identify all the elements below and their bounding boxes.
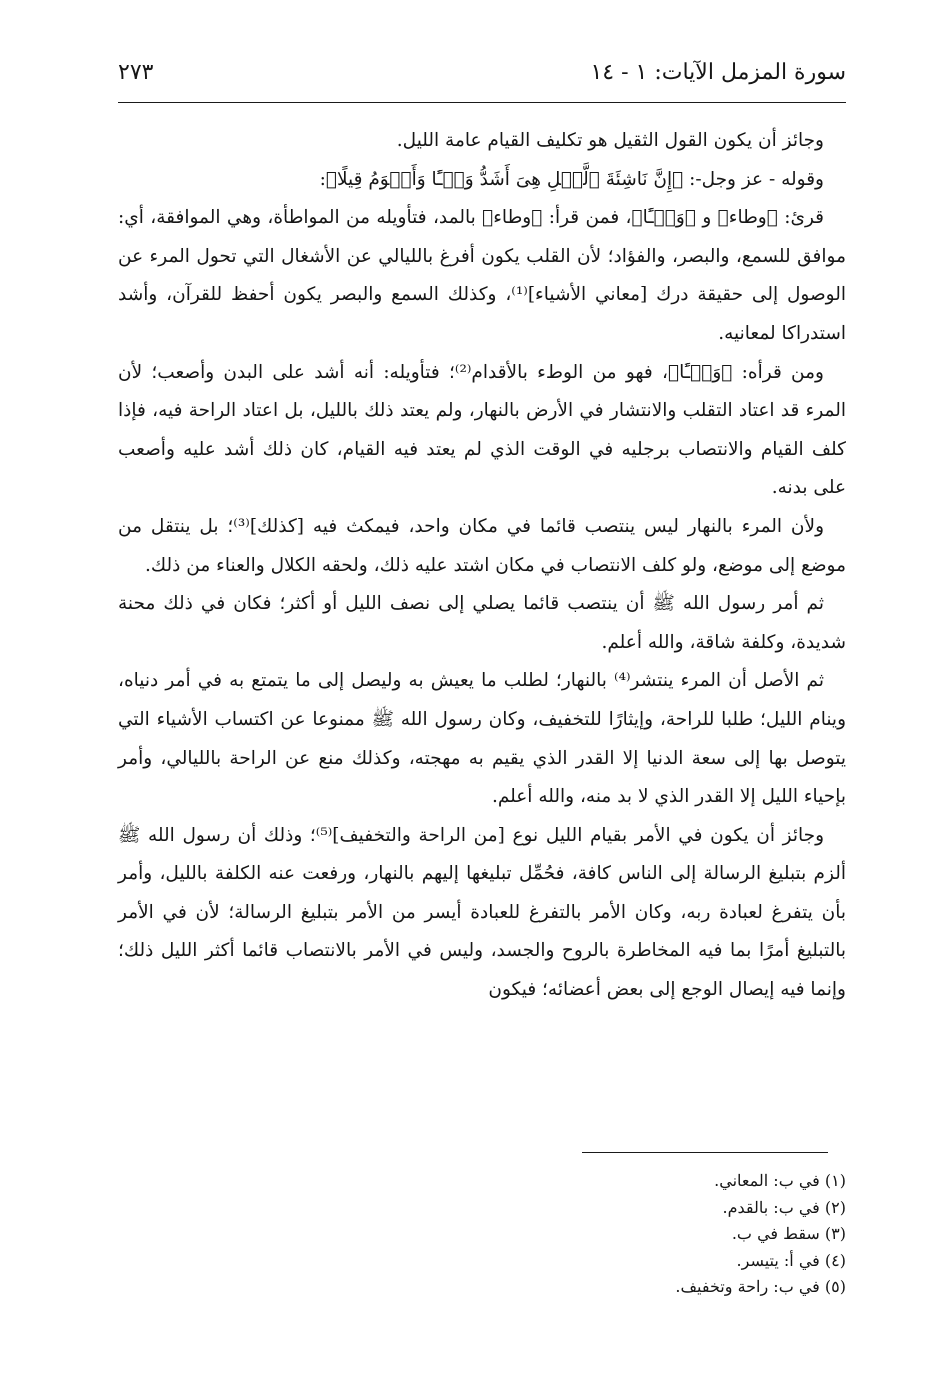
running-title: سورة المزمل الآيات: ١ - ١٤ [590,60,846,85]
running-header [118,58,846,98]
page-number: ٢٧٣ [118,60,154,85]
footnote-rule [582,1152,828,1153]
paragraph-4: ومن قرأه: ﴿وَطۡـًٔا﴾، فهو من الوطء بالأقدام⁽²⁾؛ فتأويله: أنه أشد على البدن وأصعب؛ لأن المرء قد اعتاد التقلب والانتشار في الأرض بالنهار، ولم يعتد ذلك بالليل، بل اعتاد الراحة فيه، فإذا كلف القيام والانتصاب برجليه في الوقت الذي لم يعتد فيه القيام، كان ذلك أشد عليه وأصعب على بدنه. [118,361,846,499]
paragraph-7: ثم الأصل أن المرء ينتشر⁽⁴⁾ بالنهار؛ لطلب ما يعيش به وليصل إلى ما يتمتع به في أمر دنياه، وينام الليل؛ طلبا للراحة، وإيثارًا للتخفيف، وكان رسول الله ﷺ ممنوعا عن اكتساب الأشياء التي يتوصل بها إلى سعة الدنيا إلا القدر الذي يقيم به مهجته، وكذلك منع عن الراحة بالليالي، وأمر بإحياء الليل إلا القدر الذي لا بد منه، والله أعلم. [118,670,846,808]
paragraph-3: قرئ: ﴿وطاء﴾ و ﴿وَطۡـًٔا﴾، فمن قرأ: ﴿وطاء﴾ بالمد، فتأويله من المواطأة، وهي الموافقة، أي: موافق للسمع، والبصر، والفؤاد؛ لأن القلب يكون أفرغ بالليالي عن الأشغال التي تحول المرء عن الوصول إلى حقيقة درك [معاني الأشياء]⁽¹⁾، وكذلك السمع والبصر يكون أحفظ للقرآن، وأشد استدراكا لمعانيه. [118,207,846,344]
footnote-5: (٥) في ب: راحة وتخفيف. [675,1277,846,1296]
paragraph-6: ثم أمر رسول الله ﷺ أن ينتصب قائما يصلي إلى نصف الليل أو أكثر؛ فكان في ذلك محنة شديدة، وكلفة شاقة، والله أعلم. [118,593,846,653]
paragraph-8: وجائز أن يكون في الأمر بقيام الليل نوع [من الراحة والتخفيف]⁽⁵⁾؛ وذلك أن رسول الله ﷺ ألزم بتبليغ الرسالة إلى الناس كافة، فحُمِّل تبليغها إليهم بالنهار، ورفعت عنه الكلفة بالليل، وأمر بأن يتفرغ لعبادة ربه، وكان الأمر بالتفرغ للعبادة أيسر من الأمر بتبليغ الرسالة؛ لأن في الأمر بالتبليغ أمرًا بما فيه المخاطرة بالروح والجسد، وليس في الأمر بالانتصاب قائما أكثر الليل ذلك؛ وإنما فيه إيصال الوجع إلى بعض أعضائه؛ فيكون [118,824,846,1001]
footnote-4: (٤) في أ: يتيسر. [736,1250,846,1270]
body-text [118,122,846,1010]
header-rule [118,102,846,103]
footnote-3: (٣) سقط في ب. [731,1224,846,1243]
paragraph-5: ولأن المرء بالنهار ليس ينتصب قائما في مكان واحد، فيمكث فيه [كذلك]⁽³⁾؛ بل ينتقل من موضع إلى موضع، ولو كلف الانتصاب في مكان اشتد عليه ذلك، ولحقه الكلال والعناء من ذلك. [118,515,846,576]
footnote-2: (٢) في ب: بالقدم. [722,1197,846,1217]
paragraph-2-verse: وقوله - عز وجل-: ﴿إِنَّ نَاشِئَةَ ٱلَّيۡلِ هِىَ أَشَدُّ وَطۡـًٔا وَأَقۡوَمُ قِيلًا﴾: [319,168,824,190]
footnote-1: (١) في ب: المعاني. [714,1171,846,1190]
footnotes [118,1168,846,1301]
paragraph-1: وجائز أن يكون القول الثقيل هو تكليف القيام عامة الليل. [396,130,824,151]
